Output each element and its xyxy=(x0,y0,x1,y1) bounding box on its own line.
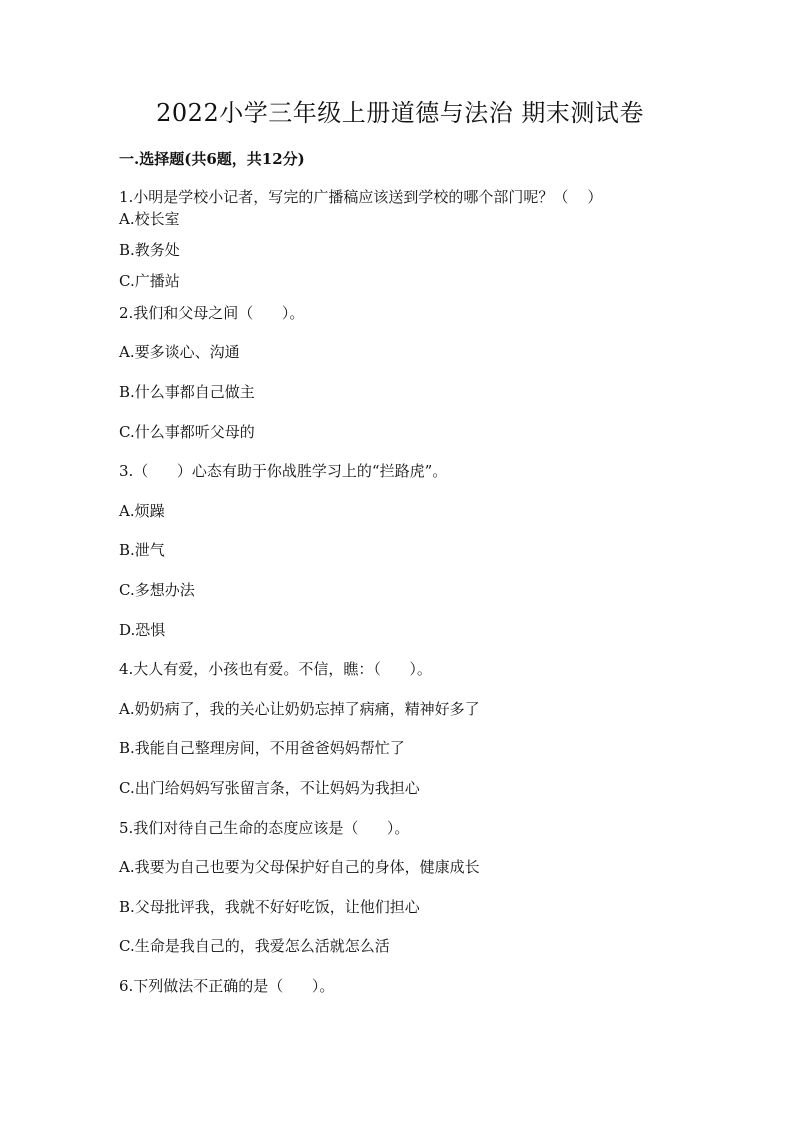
question-1-option-b: B.教务处 xyxy=(119,241,180,259)
question-3-option-c: C.多想办法 xyxy=(119,581,195,599)
question-5-stem: 5.我们对待自己生命的态度应该是（ ）。 xyxy=(119,819,410,837)
question-5-option-b: B.父母批评我，我就不好好吃饭，让他们担心 xyxy=(119,898,420,916)
section-heading: 一.选择题(共6题，共12分) xyxy=(119,150,305,168)
question-3-option-d: D.恐惧 xyxy=(119,621,166,639)
question-1-option-a: A.校长室 xyxy=(119,210,180,228)
question-4-option-c: C.出门给妈妈写张留言条，不让妈妈为我担心 xyxy=(119,779,420,797)
page-title: 2022小学三年级上册道德与法治 期末测试卷 xyxy=(156,99,644,127)
question-6-stem: 6.下列做法不正确的是（ ）。 xyxy=(119,977,335,995)
question-4-stem: 4.大人有爱，小孩也有爱。不信，瞧：（ ）。 xyxy=(119,660,432,678)
question-1-option-c: C.广播站 xyxy=(119,272,180,290)
question-3-option-a: A.烦躁 xyxy=(119,502,165,520)
question-4-option-b: B.我能自己整理房间，不用爸爸妈妈帮忙了 xyxy=(119,739,405,757)
question-2-option-b: B.什么事都自己做主 xyxy=(119,383,255,401)
question-5-option-c: C.生命是我自己的，我爱怎么活就怎么活 xyxy=(119,937,390,955)
question-4-option-a: A.奶奶病了，我的关心让奶奶忘掉了病痛，精神好多了 xyxy=(119,700,480,718)
question-3-stem: 3.（ ）心态有助于你战胜学习上的“拦路虎”。 xyxy=(119,462,448,480)
question-1-stem: 1.小明是学校小记者，写完的广播稿应该送到学校的哪个部门呢？（ ） xyxy=(119,188,603,206)
question-2-option-c: C.什么事都听父母的 xyxy=(119,423,255,441)
question-5-option-a: A.我要为自己也要为父母保护好自己的身体，健康成长 xyxy=(119,858,480,876)
question-2-stem: 2.我们和父母之间（ ）。 xyxy=(119,304,305,322)
question-3-option-b: B.泄气 xyxy=(119,541,165,559)
question-2-option-a: A.要多谈心、沟通 xyxy=(119,343,240,361)
